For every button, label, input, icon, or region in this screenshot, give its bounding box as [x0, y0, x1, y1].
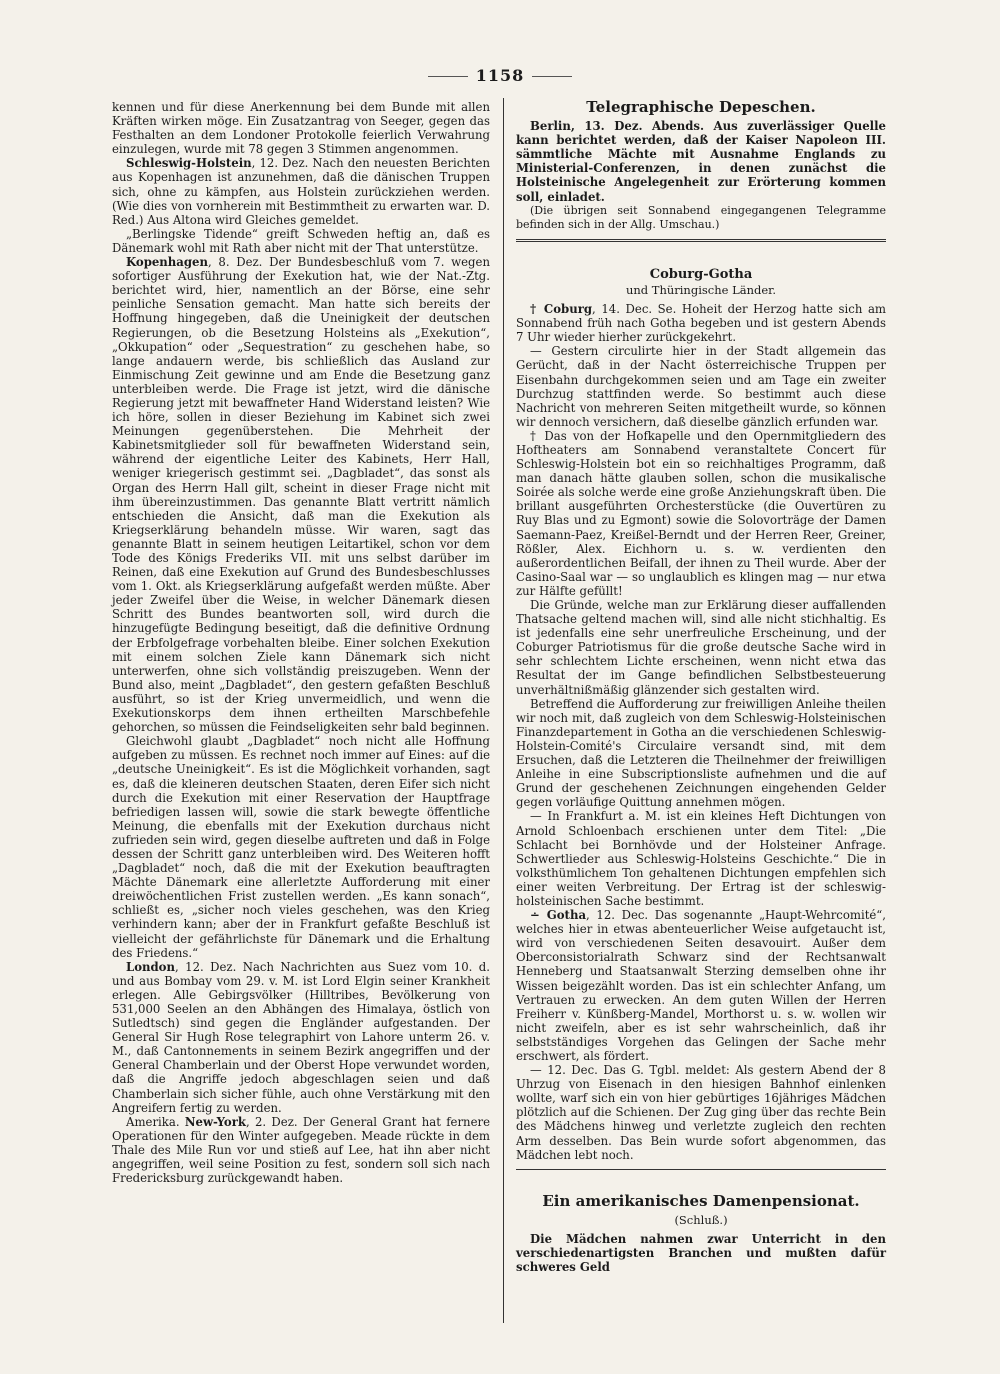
article-paragraph: London, 12. Dez. Nach Nachrichten aus Suez vom 10. d. und aus Bombay vom 29. v. M. ist Lord Elgin seiner Krankheit erlegen. Alle Gebirgsvölker (Hilltribes, Bevölkerung von 531,000 Seelen an den Abhängen des Himalaya, östlich von Sutledtsch) sind gegen die Engländer aufgestanden. Der General Sir Hugh Rose telegraphirt von Lahore unterm 26. v. M., daß Cantonnements in seinem Bezirk angegriffen und der General Chamberlain und der Oberst Hope verwundet worden, daß die Angriffe jedoch abgeschlagen seien und daß Chamberlain sich sicher fühle, auch ohne Verstärkung mit den Angreifern fertig zu werden.: [112, 959, 490, 1115]
telegram-note: (Die übrigen seit Sonnabend eingegangenen Telegramme befinden sich in der Allg. Umschau.): [516, 203, 886, 231]
dateline-place: London: [126, 959, 175, 974]
dateline-place: † Coburg: [530, 302, 593, 317]
telegram-paragraph: Berlin, 13. Dez. Abends. Aus zuverlässiger Quelle kann berichtet werden, daß der Kaiser Napoleon III. sämmtliche Mächte mit Ausnahme Englands zu Ministerial-Conferenzen, in denen zunächst die Holsteinische Angelegenheit zur Erörterung kommen soll, einladet.: [516, 119, 886, 204]
article-paragraph: † Das von der Hofkapelle und den Opernmitgliedern des Hoftheaters am Sonnabend veranstaltete Concert für Schleswig-Holstein bot ein so reichhaltiges Programm, daß man danach hätte glauben sollen, schon die musikalische Soirée als solche werde eine große Anziehungskraft üben. Die brillant ausgeführten Orchesterstücke (die Ouvertüren zu Ruy Blas und zu Egmont) sowie die Solovorträge der Damen Saemann-Paez, Kreißel-Berndt und der Herren Reer, Greiner, Rößler, Alex. Eichhorn u. s. w. verdienten den außerordentlichen Beifall, der ihnen zu Theil wurde. Aber der Casino-Saal war — so unglaublich es klingen mag — nur etwa zur Hälfte gefüllt!: [516, 428, 886, 598]
right-column: [516, 100, 886, 1274]
dateline-place: Schleswig-Holstein: [126, 156, 252, 171]
article-paragraph: Kopenhagen, 8. Dez. Der Bundesbeschluß vom 7. wegen sofortiger Ausführung der Exekution hat, wie der Nat.-Ztg. berichtet wird, hier, namentlich an der Börse, eine sehr peinliche Sensation gemacht. Man hatte sich bereits der Hoffnung hingegeben, daß die Uneinigkeit der deutschen Regierungen, ob die Besetzung Holsteins als „Exekution“, „Okkupation“ oder „Sequestration“ zu geschehen habe, so lange andauern werde, bis schließlich das Ausland zur Einmischung Zeit gewinne und am Ende die Besetzung ganz unterbleiben werde. Die Frage ist jetzt, wird die dänische Regierung jetzt mit bewaffneter Hand Widerstand leisten? Wie ich höre, sollen in dieser Beziehung im Kabinet sich zwei Meinungen gegenüberstehen. Die Mehrheit der Kabinetsmitglieder soll für bewaffneten Widerstand sein, während der eigentliche Leiter des Kabinets, Herr Hall, weniger kriegerisch gestimmt sei. „Dagbladet“, das sonst als Organ des Herrn Hall gilt, scheint in dieser Frage nicht mit ihm übereinzustimmen. Das genannte Blatt vertritt nämlich entschieden die Ansicht, daß man die Exekution als Kriegserklärung behandeln müsse. Wir waren, sagt das genannte Blatt in seinem heutigen Leitartikel, schon vor dem Tode des Königs Frederiks VII. mit uns selbst darüber im Reinen, daß eine Exekution auf Grund des Bundesbeschlusses vom 1. Okt. als Kriegserklärung aufgefaßt werden müßte. Aber jeder Zweifel über die Weise, in welcher Dänemark diesen Schritt des Bundes beantworten soll, wird durch die hinzugefügte Bedingung beseitigt, daß die definitive Ordnung der Erbfolgefrage vorbehalten bleibe. Einer solchen Exekution mit einem solchen Ziele kann Dänemark sich nicht unterwerfen, ohne sich vollständig preiszugeben. Wenn der Bund also, meint „Dagbladet“, den gestern gefaßten Beschluß ausführt, so ist der Krieg unvermeidlich, und wenn die Exekutionskorps dem ihnen ertheilten Marschbefehle gehorchen, so müssen die Feindseligkeiten sehr bald beginnen.: [112, 255, 490, 735]
article-paragraph: — In Frankfurt a. M. ist ein kleines Heft Dichtungen von Arnold Schloenbach erschienen unter dem Titel: „Die Schlacht bei Bornhövde und der Holsteiner Anfrage. Schwertlieder aus Schleswig-Holsteins Geschichte.“ Die in volksthümlichem Ton gehaltenen Dichtungen empfehlen sich einer weiten Verbreitung. Der Ertrag ist der schleswig-holsteinischen Sache bestimmt.: [516, 809, 886, 908]
dateline-place: Kopenhagen: [126, 255, 208, 270]
article-paragraph: † Coburg, 14. Dec. Se. Hoheit der Herzog hatte sich am Sonnabend früh nach Gotha begeben und ist gestern Abends 7 Uhr wieder hierher zurückgekehrt.: [516, 302, 887, 345]
left-column: [112, 100, 490, 1185]
page-number-rule-right: [532, 76, 572, 77]
article-paragraph: „Berlingske Tidende“ greift Schweden heftig an, daß es Dänemark wohl mit Rath aber nicht mit der That unterstütze.: [112, 226, 490, 255]
article-paragraph: Betreffend die Aufforderung zur freiwilligen Anleihe theilen wir noch mit, daß zugleich von dem Schleswig-Holsteinischen Finanzdepartement in Gotha an die verschiedenen Schleswig-Holstein-Comité's Circulaire versandt sind, mit dem Ersuchen, daß die Letzteren die Theilnehmer der freiwilligen Anleihe in eine Subscriptionsliste aufnehmen und die auf Grund der geschehenen Zeichnungen eingehenden Gelder gegen vorläufige Quittung annehmen mögen.: [516, 696, 886, 810]
article-paragraph: ∸ Gotha, 12. Dec. Das sogenannte „Haupt-Wehrcomité“, welches hier in etwas abenteuerlicher Weise aufgetaucht ist, wird von verschiedenen Seiten desavouirt. Außer dem Oberconsistorialrath Schwarz sind der Rechtsanwalt Henneberg und Staatsanwalt Sterzing demselben ohne ihr Wissen beigezählt worden. Das ist ein schlechter Anfang, um Vertrauen zu erwecken. An dem guten Willen der Herren Freiherr v. Künßberg-Mandel, Morthorst u. s. w. wollen wir nicht zweifeln, aber es ist sehr wahrscheinlich, daß ihr selbstständiges Vorgehen das Gelingen der Sache mehr erschwert, als fördert.: [516, 908, 886, 1063]
section-subheading: (Schluß.): [674, 1212, 728, 1227]
dateline-place: ∸ Gotha: [530, 908, 587, 923]
article-paragraph: Die Mädchen nahmen zwar Unterricht in den verschiedenartigsten Branchen und mußten dafür schweres Geld: [516, 1231, 886, 1275]
article-paragraph: Gleichwohl glaubt „Dagbladet“ noch nicht alle Hoffnung aufgeben zu müssen. Es rechnet noch immer auf Eines: auf die „deutsche Uneinigkeit“. Es ist die Möglichkeit vorhanden, sagt es, daß die kleineren deutschen Staaten, deren Eifer sich nicht durch die Exekution mit einer Reservation der Hauptfrage befriedigen lassen will, sowie die stark bewegte öffentliche Meinung, die ebenfalls mit der Exekution durchaus nicht zufrieden sein wird, gegen dieselbe auftreten und daß in Folge dessen der Schritt ganz unterbleiben wird. Des Weiteren hofft „Dagbladet“ noch, daß die mit der Exekution beauftragten Mächte Dänemark eine allerletzte Aufforderung mit einer dreiwöchentlichen Frist zustellen werden. „Es kann sonach“, schließt es, „sicher noch vieles geschehen, was den Krieg verhindern kann; aber der in Frankfurt gefaßte Beschluß ist vielleicht der gefährlichste für Dänemark und die Erhaltung des Friedens.“: [112, 734, 490, 960]
section-rule: [516, 1169, 886, 1170]
article-paragraph: Die Gründe, welche man zur Erklärung dieser auffallenden Thatsache geltend machen will, sind alle nicht stichhaltig. Es ist jedenfalls eine sehr unerfreuliche Erscheinung, und der Coburger Patriotismus für die große deutsche Sache wird in sehr schlechtem Lichte erscheinen, wenn nicht etwa das Resultat der im Gange befindlichen Selbstbesteuerung unverhältnißmäßig glänzender sich gestalten wird.: [516, 598, 886, 697]
section-heading-coburg-gotha: Coburg-Gotha: [649, 266, 753, 282]
article-paragraph: — 12. Dec. Das G. Tgbl. meldet: Als gestern Abend der 8 Uhrzug von Eisenach in den hiesigen Bahnhof einlenken wollte, warf sich ein von hier gebürtiges 16jähriges Mädchen plötzlich auf die Schienen. Der Zug ging über das rechte Bein des Mädchens hinweg und verletzte zugleich den rechten Arm desselben. Das Bein wurde sofort abgenommen, das Mädchen lebt noch.: [516, 1063, 886, 1162]
column-divider: [503, 98, 504, 1323]
section-subheading: und Thüringische Länder.: [625, 282, 777, 297]
section-heading-telegrams: Telegraphische Depeschen.: [586, 98, 816, 116]
section-heading-feuilleton: Ein amerikanisches Damenpensionat.: [542, 1191, 860, 1210]
article-paragraph: Amerika. New-York, 2. Dez. Der General Grant hat fernere Operationen für den Winter aufgegeben. Meade rückte in dem Thale des Mile Run vor und stieß auf Lee, hat ihn aber nicht angegriffen, weil seine Position zu fest, sondern soll sich nach Fredericksburg zurückgewandt haben.: [112, 1114, 490, 1186]
page-number: 1158: [0, 66, 1000, 85]
section-rule: [516, 239, 886, 242]
dateline-place: New-York: [184, 1114, 246, 1129]
spacer: [516, 250, 886, 268]
article-paragraph: — Gestern circulirte hier in der Stadt allgemein das Gerücht, daß in der Nacht österreichische Truppen per Eisenbahn durchgekommen seien und am Tage ein zweiter Durchzug stattfinden werde. So bestimmt auch diese Nachricht von mehreren Seiten mitgetheilt wurde, so können wir dennoch versichern, daß dieselbe gänzlich erfunden war.: [516, 344, 886, 429]
article-paragraph: kennen und für diese Anerkennung bei dem Bunde mit allen Kräften wirken möge. Ein Zusatzantrag von Seeger, gegen das Festhalten an dem Londoner Protokolle feierlich Verwahrung einzulegen, wurde mit 78 gegen 3 Stimmen angenommen.: [112, 100, 490, 157]
page-number-rule-left: [428, 76, 468, 77]
article-paragraph: Schleswig-Holstein, 12. Dez. Nach den neuesten Berichten aus Kopenhagen ist anzunehmen, daß die dänischen Truppen sich, ohne zu kämpfen, aus Holstein zurückziehen werden. (Wie dies von vornherein mit Bestimmtheit zu erwarten war. D. Red.) Aus Altona wird Gleiches gemeldet.: [112, 156, 490, 227]
